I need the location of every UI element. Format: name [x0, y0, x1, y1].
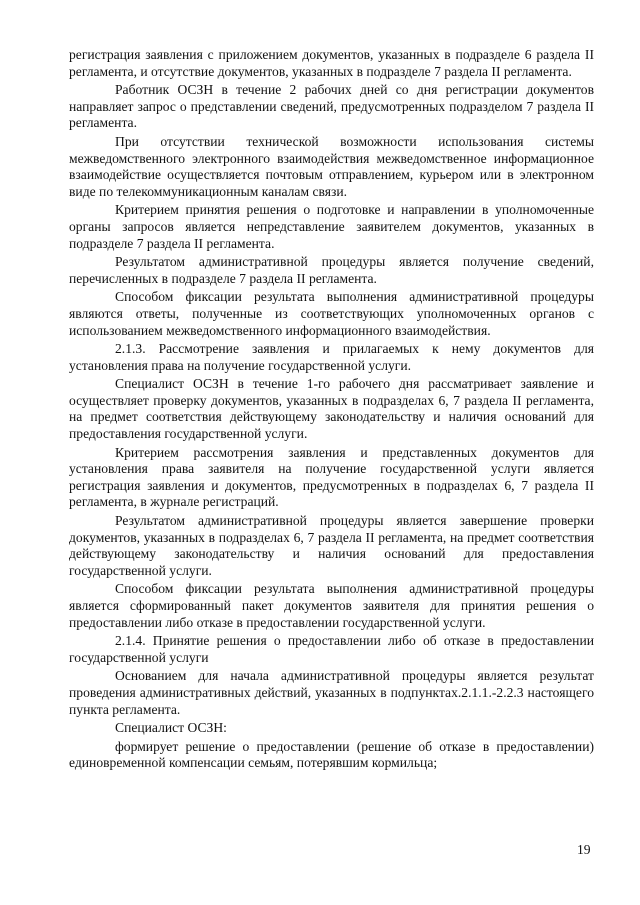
paragraph: Способом фиксации результата выполнения административной процедуры являются ответы, полученные из соответствующих уполномоченных органов с использованием межведомственного информационного взаимодействия.	[69, 289, 594, 338]
paragraph: Работник ОСЗН в течение 2 рабочих дней со дня регистрации документов направляет запрос о представлении сведений, предусмотренных подразделом 7 раздела II регламента.	[69, 82, 594, 131]
paragraph: Критерием рассмотрения заявления и представленных документов для установления права заявителя на получение государственной услуги является регистрация заявления и документов, предусмотренных в подразделах 6, 7 раздела II регламента, в журнале регистраций.	[69, 444, 594, 510]
section-heading-2-1-3: 2.1.3. Рассмотрение заявления и прилагаемых к нему документов для установления права на получение государственной услуги.	[69, 341, 594, 373]
paragraph: Результатом административной процедуры является получение сведений, перечисленных в подразделе 7 раздела II регламента.	[69, 254, 594, 286]
section-heading-2-1-4: 2.1.4. Принятие решения о предоставлении либо об отказе в предоставлении государственной услуги	[69, 633, 594, 665]
paragraph: Специалист ОСЗН:	[115, 720, 227, 736]
paragraph: формирует решение о предоставлении (решение об отказе в предоставлении) единовременной компенсации семьям, потерявшим кормильца;	[69, 738, 594, 771]
page-number: 19	[577, 842, 591, 857]
paragraph: регистрация заявления с приложением документов, указанных в подразделе 6 раздела II регламента, и отсутствие документов, указанных в подразделе 7 раздела II регламента.	[69, 47, 594, 79]
paragraph: Критерием принятия решения о подготовке и направлении в уполномоченные органы запросов является непредставление заявителем документов, указанных в подразделе 7 раздела II регламента.	[69, 202, 594, 251]
paragraph: Основанием для начала административной процедуры является результат проведения административных действий, указанных в подпунктах.2.1.1.-2.2.3 настоящего пункта регламента.	[69, 668, 594, 717]
paragraph: При отсутствии технической возможности использования системы межведомственного электронного взаимодействия межведомственное информационное взаимодействие осуществляется почтовым отправлением, курьером или в электронном виде по телекоммуникационным каналам связи.	[69, 133, 594, 199]
paragraph: Результатом административной процедуры является завершение проверки документов, указанных в подразделах 6, 7 раздела II регламента, на предмет соответствия действующему законодательству и наличия оснований для предоставления государственной услуги.	[69, 513, 594, 578]
document-body	[69, 47, 594, 774]
paragraph: Специалист ОСЗН в течение 1-го рабочего дня рассматривает заявление и осуществляет проверку документов, указанных в подразделах 6, 7 раздела II регламента, на предмет соответствия действующему законодательству и наличия оснований для предоставления государственной услуги.	[69, 376, 594, 442]
paragraph: Способом фиксации результата выполнения административной процедуры является сформированный пакет документов заявителя для принятия решения о предоставлении либо отказе в предоставлении государственной услуги.	[69, 581, 594, 630]
